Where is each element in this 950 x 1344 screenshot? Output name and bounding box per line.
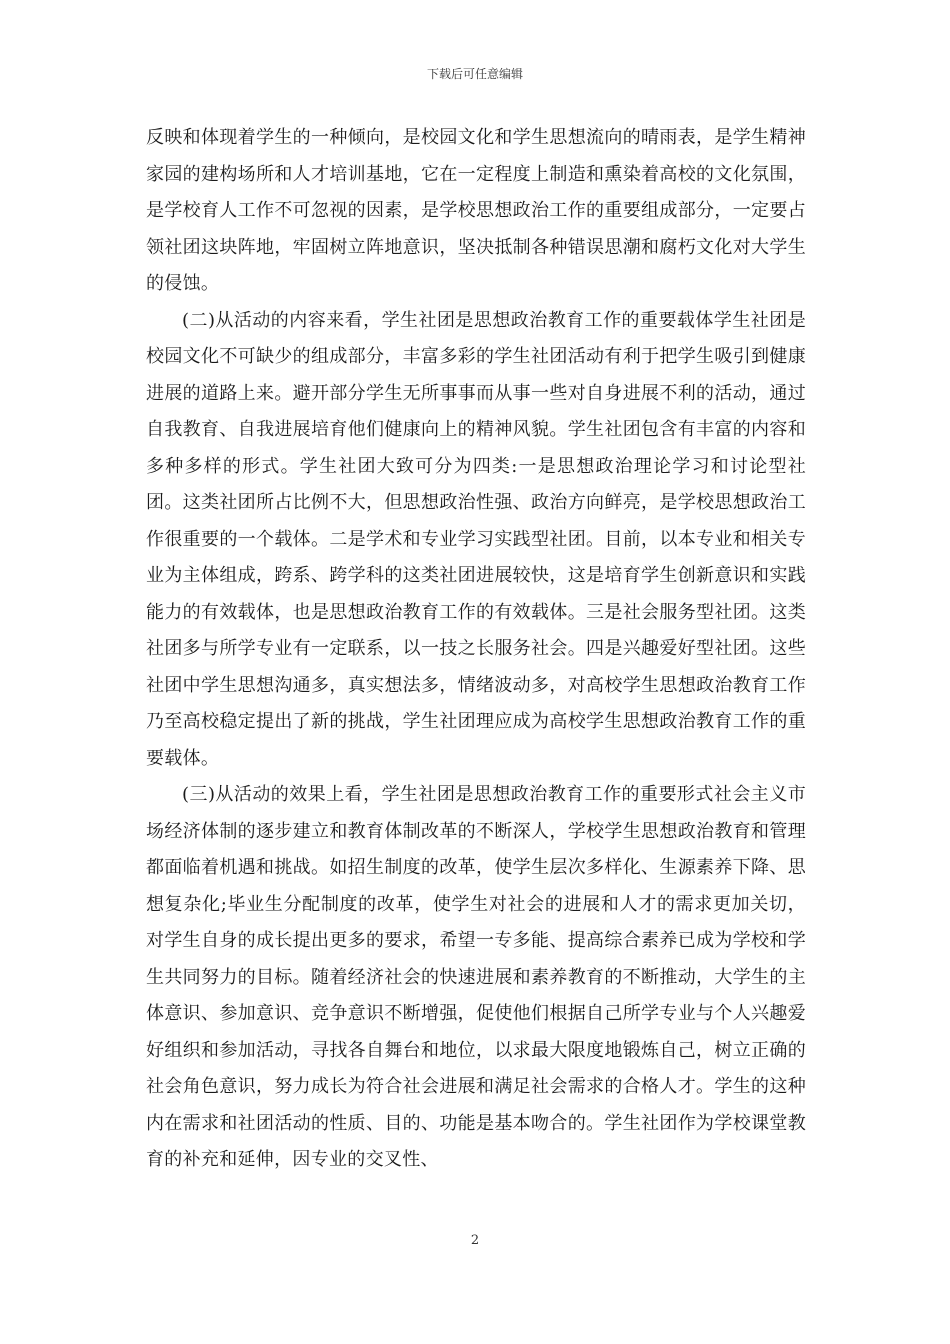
page-number: 2 <box>470 1233 480 1248</box>
paragraph-section-3: (三)从活动的效果上看，学生社团是思想政治教育工作的重要形式社会主义市场经济体制的逐步建立和教育体制改革的不断深人，学校学生思想政治教育和管理都面临着机遇和挑战。如招生制度的改革，使学生层次多样化、生源素养下降、思想复杂化;毕业生分配制度的改革，使学生对社会的进展和人才的需求更加关切，对学生自身的成长提出更多的要求，希望一专多能、提高综合素养已成为学校和学生共同努力的目标。随着经济社会的快速进展和素养教育的不断推动，大学生的主体意识、参加意识、竞争意识不断增强，促使他们根据自己所学专业与个人兴趣爱好组织和参加活动，寻找各自舞台和地位，以求最大限度地锻炼自己，树立正确的社会角色意识，努力成长为符合社会进展和满足社会需求的合格人才。学生的这种内在需求和社团活动的性质、目的、功能是基本吻合的。学生社团作为学校课堂教育的补充和延伸，因专业的交叉性、 <box>146 784 806 1170</box>
paragraph-section-2: (二)从活动的内容来看，学生社团是思想政治教育工作的重要载体学生社团是校园文化不可缺少的组成部分，丰富多彩的学生社团活动有利于把学生吸引到健康进展的道路上来。避开部分学生无所事事而从事一些对自身进展不利的活动，通过自我教育、自我进展培育他们健康向上的精神风貌。学生社团包含有丰富的内容和多种多样的形式。学生社团大致可分为四类:一是思想政治理论学习和讨论型社团。这类社团所占比例不大，但思想政治性强、政治方向鲜亮，是学校思想政治工作很重要的一个载体。二是学术和专业学习实践型社团。目前，以本专业和相关专业为主体组成，跨系、跨学科的这类社团进展较快，这是培育学生创新意识和实践能力的有效载体，也是思想政治教育工作的有效载体。三是社会服务型社团。这类社团多与所学专业有一定联系，以一技之长服务社会。四是兴趣爱好型社团。这些社团中学生思想沟通多，真实想法多，情绪波动多，对高校学生思想政治教育工作乃至高校稳定提出了新的挑战，学生社团理应成为高校学生思想政治教育工作的重要载体。 <box>146 309 806 769</box>
document-body <box>146 120 806 1179</box>
paragraph-continuation: 反映和体现着学生的一种倾向，是校园文化和学生思想流向的晴雨表，是学生精神家园的建构场所和人才培训基地，它在一定程度上制造和熏染着高校的文化氛围，是学校育人工作不可忽视的因素，是学校思想政治工作的重要组成部分，一定要占领社团这块阵地，牢固树立阵地意识，坚决抵制各种错误思潮和腐朽文化对大学生的侵蚀。 <box>146 127 806 294</box>
page-header: 下载后可任意编辑 <box>426 67 523 81</box>
